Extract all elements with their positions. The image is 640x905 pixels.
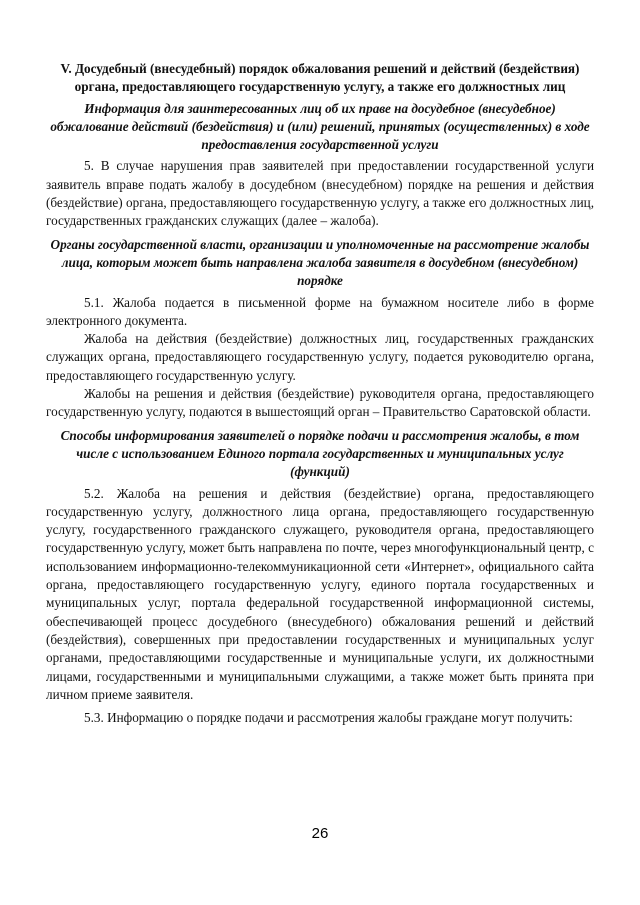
paragraph-5-1-officials: Жалоба на действия (бездействие) должностных лиц, государственных гражданских служащих органа, предоставляющего государственную услугу, подается руководителю органа, предоставляющего государственную услугу. [46,331,594,383]
paragraph-5-2: 5.2. Жалоба на решения и действия (бездействие) органа, предоставляющего государственную услугу, должностного лица органа, предоставляющего государственную услугу, государственного гражданского служащего, руководителя органа, предоставляющего государственную услугу, может быть направлена по почте, через многофункциональный центр, с использованием информационно-телекоммуникационной сети «Интернет», официального сайта органа, предоставляющего государственную услугу, единого портала государственных и муниципальных услуг, портала федеральной государственной информационной системы, обеспечивающей процесс досудебного (внесудебного) обжалования решений и действий (бездействия), совершенных при предоставлении государственных и муниципальных услуг органами, предоставляющими государственные и муниципальные услуги, их должностными лицами, государственными и муниципальными служащими, а также может быть принята при личном приеме заявителя. [46,485,594,702]
page-number: 26 [311,825,329,842]
paragraph-5-3: 5.3. Информацию о порядке подачи и рассмотрения жалобы граждане могут получить: [84,710,573,726]
subsection-heading-informing: Способы информирования заявителей о порядке подачи и рассмотрения жалобы, в том числе с использованием Единого портала государственных и муниципальных услуг (функций) [60,427,580,480]
paragraph-5-1: 5.1. Жалоба подается в письменной форме на бумажном носителе либо в форме электронного документа. [46,294,594,328]
paragraph-5-1-head: Жалобы на решения и действия (бездействие) руководителя органа, предоставляющего государственную услугу, подаются в вышестоящий орган – Правительство Саратовской области. [46,386,594,420]
subsection-heading-rights: Информация для заинтересованных лиц об их праве на досудебное (внесудебное) обжалование действий (бездействия) и (или) решений, принятых (осуществленных) в ходе предоставления государственной услуги [50,100,590,153]
subsection-heading-authorities: Органы государственной власти, организации и уполномоченные на рассмотрение жалобы лица, которым может быть направлена жалоба заявителя в досудебном (внесудебном) порядке [50,236,590,289]
paragraph-5: 5. В случае нарушения прав заявителей при предоставлении государственной услуги заявитель вправе подать жалобу в досудебном (внесудебном) порядке на решения и действия (бездействие) органа, предоставляющего государственную услугу, а также его должностных лиц, государственных гражданских служащих (далее – жалоба). [46,158,594,229]
section-title: V. Досудебный (внесудебный) порядок обжалования решений и действий (бездействия) органа, предоставляющего государственную услугу, а также его должностных лиц [60,61,580,95]
